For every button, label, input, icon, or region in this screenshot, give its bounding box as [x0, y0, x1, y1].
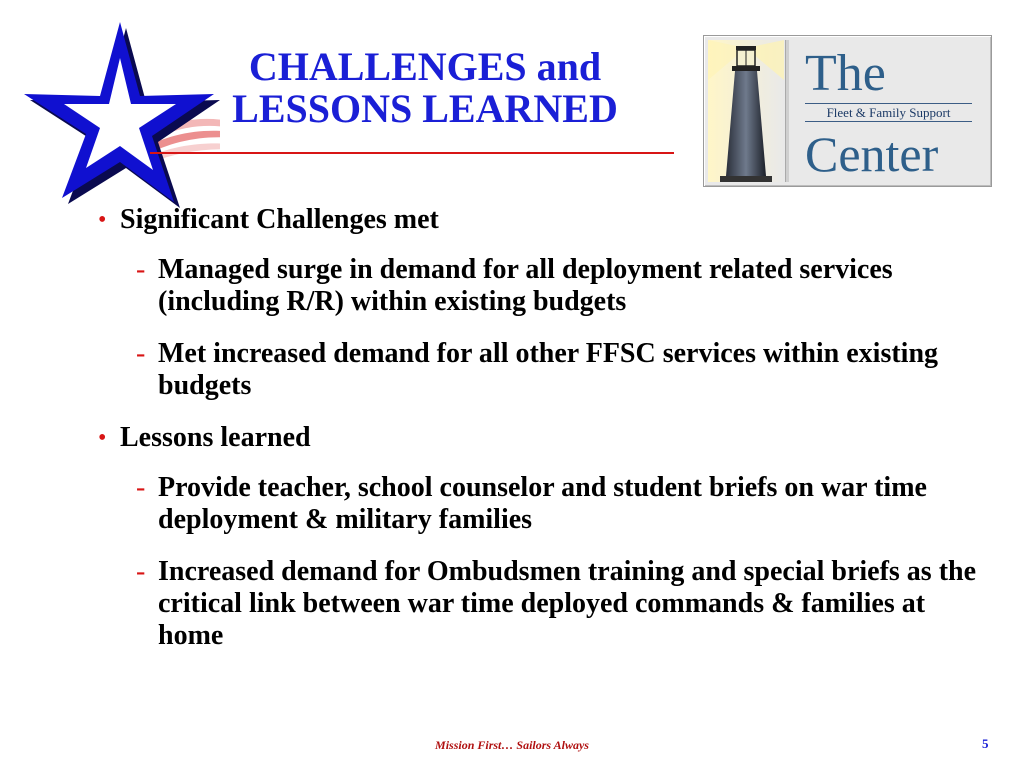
slide-body	[96, 204, 996, 672]
bullet-icon: •	[98, 207, 107, 233]
dash-marker: -	[136, 338, 146, 369]
subitem-managed-surge	[136, 254, 978, 318]
dash-marker: -	[136, 556, 146, 587]
dash-marker: -	[136, 254, 146, 285]
bullet-text: Significant Challenges met	[120, 204, 439, 235]
subitem-text: Increased demand for Ombudsmen training and special briefs as the critical link between war time deployed commands & families at home	[158, 556, 977, 651]
page-number: 5	[982, 736, 989, 751]
lighthouse-icon	[708, 40, 784, 182]
subitem-text: Met increased demand for all other FFSC services within existing budgets	[158, 338, 939, 401]
bullet-significant-challenges	[96, 204, 996, 236]
dash-marker: -	[136, 472, 146, 503]
title-line-1: CHALLENGES and	[248, 44, 602, 89]
bullet-lessons-learned	[96, 422, 996, 454]
ffsc-logo	[703, 35, 992, 187]
logo-fleet-text: Fleet & Family Support	[805, 103, 972, 122]
bullet-text: Lessons learned	[120, 422, 311, 453]
logo-divider	[785, 40, 789, 182]
footer-motto: Mission First… Sailors Always	[435, 738, 589, 752]
subitem-text: Managed surge in demand for all deployment related services (including R/R) within existing budgets	[158, 254, 893, 317]
subitem-provide-briefs	[136, 472, 978, 536]
subitem-text: Provide teacher, school counselor and student briefs on war time deployment & military families	[158, 472, 927, 535]
title-line-2: LESSONS LEARNED	[232, 86, 618, 131]
slide-title	[180, 46, 670, 130]
subitem-ombudsmen-training	[136, 556, 978, 652]
title-underline	[150, 152, 674, 154]
logo-center-text: Center	[805, 126, 939, 182]
subitem-met-increased-demand	[136, 338, 978, 402]
logo-the-text: The	[805, 45, 886, 102]
bullet-icon: •	[98, 425, 107, 451]
